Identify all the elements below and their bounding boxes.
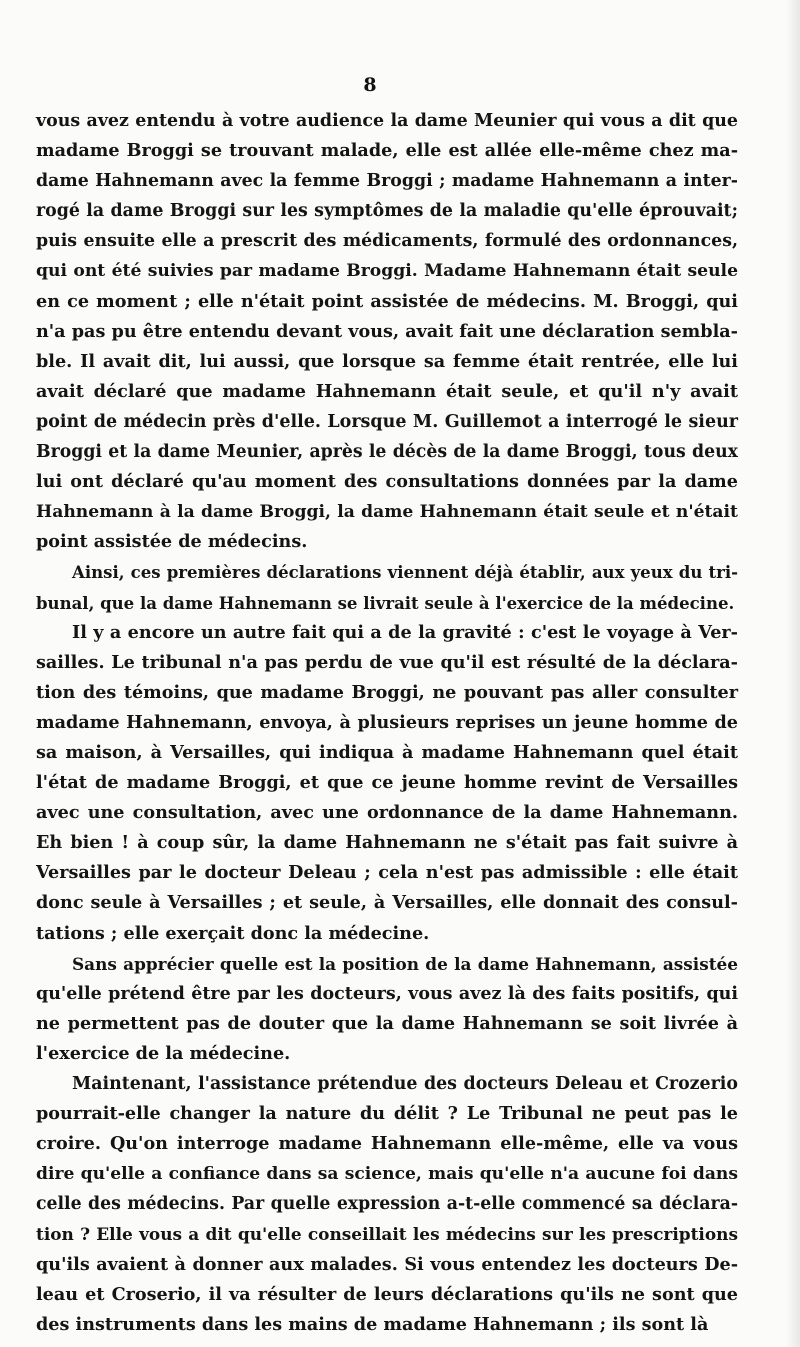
- text-line: madame Hahnemann, envoya, à plusieurs reprises un jeune homme de: [36, 711, 738, 733]
- text-line: Broggi et la dame Meunier, après le décès de la dame Broggi, tous deux: [36, 442, 738, 463]
- text-line: Versailles par le docteur Deleau ; cela n'est pas admissible : elle était: [36, 862, 738, 884]
- text-line: lui ont déclaré qu'au moment des consultations données par la dame: [36, 471, 738, 493]
- page-edge-shadow: [786, 0, 800, 1347]
- text-line: celle des médecins. Par quelle expression a-t-elle commencé sa déclara-: [36, 1194, 738, 1215]
- text-line: ble. Il avait dit, lui aussi, que lorsque sa femme était rentrée, elle lui: [36, 350, 738, 372]
- text-line: dame Hahnemann avec la femme Broggi ; madame Hahnemann a inter-: [36, 171, 738, 192]
- text-line: n'a pas pu être entendu devant vous, avait fait une déclaration sembla-: [36, 320, 738, 342]
- text-line: madame Broggi se trouvant malade, elle est allée elle-même chez ma-: [36, 140, 738, 162]
- paragraph: [36, 1069, 738, 1340]
- page-number: 8: [363, 74, 377, 96]
- text-line: pourrait-elle changer la nature du délit ? Le Tribunal ne peut pas le: [36, 1103, 738, 1125]
- text-line: avait déclaré que madame Hahnemann était seule, et qu'il n'y avait: [36, 380, 738, 402]
- text-line: sa maison, à Versailles, qui indiqua à madame Hahnemann quel était: [36, 741, 738, 763]
- paragraph: [36, 618, 738, 949]
- text-line: leau et Croserio, il va résulter de leurs déclarations qu'ils ne sont que: [36, 1283, 738, 1305]
- text-line: ne permettent pas de douter que la dame Hahnemann se soit livrée à: [36, 1012, 738, 1034]
- text-line: Eh bien ! à coup sûr, la dame Hahnemann ne s'était pas fait suivre à: [36, 832, 738, 854]
- text-line: l'état de madame Broggi, et que ce jeune homme revint de Versailles: [36, 772, 738, 794]
- body-text: [36, 106, 738, 1340]
- text-line: qui ont été suivies par madame Broggi. Madame Hahnemann était seule: [36, 261, 738, 282]
- text-line: avec une consultation, avec une ordonnance de la dame Hahnemann.: [36, 802, 738, 824]
- text-line: l'exercice de la médecine.: [36, 1042, 291, 1064]
- text-line: rogé la dame Broggi sur les symptômes de la maladie qu'elle éprouvait;: [36, 201, 738, 222]
- text-line: qu'elle prétend être par les docteurs, vous avez là des faits positifs, qui: [36, 983, 738, 1004]
- text-line: point assistée de médecins.: [36, 531, 308, 553]
- text-line: tion des témoins, que madame Broggi, ne pouvant pas aller consulter: [36, 681, 738, 703]
- text-line: Sans apprécier quelle est la position de la dame Hahnemann, assistée: [72, 953, 738, 974]
- text-line: croire. Qu'on interroge madame Hahnemann elle-même, elle va vous: [36, 1133, 738, 1155]
- text-line: en ce moment ; elle n'était point assistée de médecins. M. Broggi, qui: [36, 290, 738, 312]
- paragraph: [36, 106, 738, 557]
- text-line: tion ? Elle vous a dit qu'elle conseillait les médecins sur les prescriptions: [36, 1224, 738, 1245]
- text-line: vous avez entendu à votre audience la dame Meunier qui vous a dit que: [36, 111, 738, 131]
- text-line: dire qu'elle a confiance dans sa science, mais qu'elle n'a aucune foi dans: [36, 1164, 738, 1185]
- text-line: Hahnemann à la dame Broggi, la dame Hahnemann était seule et n'était: [36, 502, 738, 523]
- paragraph: [36, 557, 738, 617]
- text-line: Ainsi, ces premières déclarations viennent déjà établir, aux yeux du tri-: [72, 562, 738, 583]
- text-line: point de médecin près d'elle. Lorsque M. Guillemot a interrogé le sieur: [36, 411, 738, 432]
- paragraph: [36, 949, 738, 1069]
- text-line: Il y a encore un autre fait qui a de la gravité : c'est le voyage à Ver-: [72, 621, 738, 643]
- text-line: puis ensuite elle a prescrit des médicaments, formulé des ordonnances,: [36, 231, 738, 252]
- text-line: qu'ils avaient à donner aux malades. Si vous entendez les docteurs De-: [36, 1253, 738, 1275]
- text-line: donc seule à Versailles ; et seule, à Versailles, elle donnait des consul-: [36, 892, 738, 914]
- text-line: sailles. Le tribunal n'a pas perdu de vue qu'il est résulté de la déclara-: [36, 651, 738, 673]
- text-line: tations ; elle exerçait donc la médecine.: [36, 922, 430, 944]
- text-line: des instruments dans les mains de madame Hahnemann ; ils sont là: [36, 1313, 709, 1335]
- text-line: Maintenant, l'assistance prétendue des docteurs Deleau et Crozerio: [72, 1074, 738, 1094]
- text-line: bunal, que la dame Hahnemann se livrait seule à l'exercice de la médecine.: [36, 592, 735, 613]
